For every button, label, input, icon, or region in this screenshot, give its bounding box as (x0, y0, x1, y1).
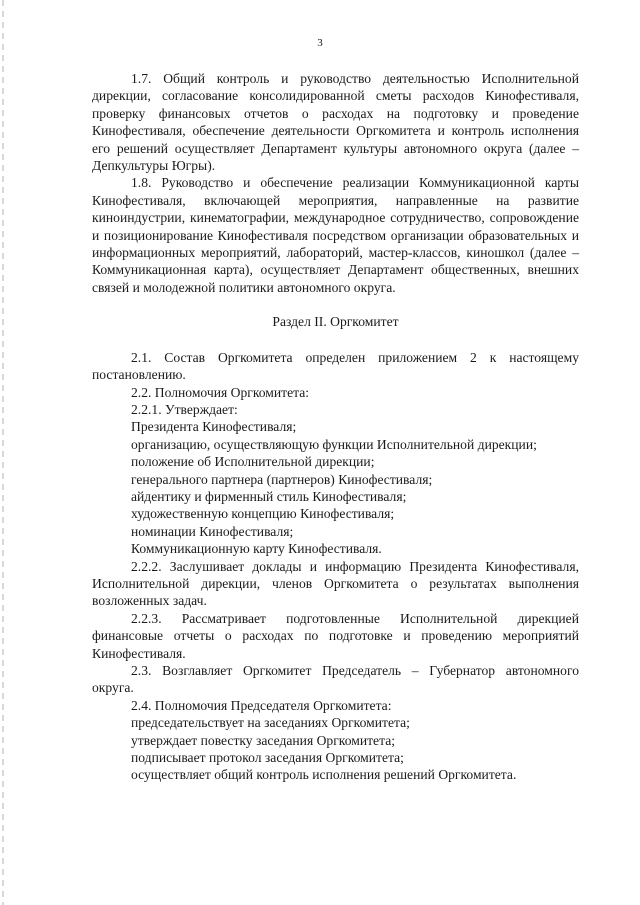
section-2-line: 2.4. Полномочия Председателя Оргкомитета: (131, 697, 392, 713)
page-number: 3 (317, 37, 323, 49)
document-body (92, 70, 579, 784)
section-2-line: подписывает протокол заседания Оргкомитета; (131, 750, 404, 766)
paragraph-1-8: 1.8. Руководство и обеспечение реализации Коммуникационной карты Кинофестиваля, включающей мероприятия, направленные на развитие киноиндустрии, кинематографии, международное сотрудничество, сопровождение и позиционирование Кинофестиваля посредством организации образовательных и информационных мероприятий, лабораторий, мастер-классов, киношкол (далее – Коммуникационная карта), осуществляет Департамент общественных, внешних связей и молодежной политики автономного округа. (92, 175, 579, 295)
section-2-line: номинации Кинофестиваля; (131, 523, 294, 539)
section-2-body (92, 349, 579, 784)
section-2-line: осуществляет общий контроль исполнения решений Оргкомитета. (131, 767, 517, 783)
section-2-line: 2.2.1. Утверждает: (131, 401, 238, 417)
section-2-line: председательствует на заседаниях Оргкомитета; (131, 715, 410, 731)
paragraph-1-7: 1.7. Общий контроль и руководство деятельностью Исполнительной дирекции, согласование консолидированной сметы расходов Кинофестиваля, проверку финансовых отчетов о расходах на подготовку и проведение Кинофестиваля, обеспечение деятельности Оргкомитета и контроль исполнения его решений осуществляет Департамент культуры автономного округа (далее – Депкультуры Югры). (92, 71, 579, 174)
section-2-line: генерального партнера (партнеров) Кинофестиваля; (131, 471, 433, 487)
section-2-line: Президента Кинофестиваля; (131, 419, 297, 435)
section-2-line: 2.2.2. Заслушивает доклады и информацию Президента Кинофестиваля, Исполнительной дирекции, членов Оргкомитета о результатах выполнения возложенных задач. (92, 558, 579, 609)
section-2-line: айдентику и фирменный стиль Кинофестиваля; (131, 488, 407, 504)
section-2-line: 2.2.3. Рассматривает подготовленные Исполнительной дирекцией финансовые отчеты о расходах по подготовке и проведению мероприятий Кинофестиваля. (92, 610, 579, 661)
section-2-line: положение об Исполнительной дирекции; (131, 454, 375, 470)
section-2-line: 2.3. Возглавляет Оргкомитет Председатель – Губернатор автономного округа. (92, 663, 579, 696)
section-2-line: художественную концепцию Кинофестиваля; (131, 506, 395, 522)
section-2-line: Коммуникационную карту Кинофестиваля. (131, 541, 382, 557)
section-heading: Раздел II. Оргкомитет (272, 314, 399, 330)
section-2-line: утверждает повестку заседания Оргкомитета; (131, 732, 396, 748)
section-2-line: 2.2. Полномочия Оргкомитета: (131, 384, 310, 400)
scan-edge-artifact (2, 0, 4, 905)
section-2-line: 2.1. Состав Оргкомитета определен приложением 2 к настоящему постановлению. (92, 349, 579, 383)
section-2-line: организацию, осуществляющую функции Исполнительной дирекции; (131, 436, 537, 452)
